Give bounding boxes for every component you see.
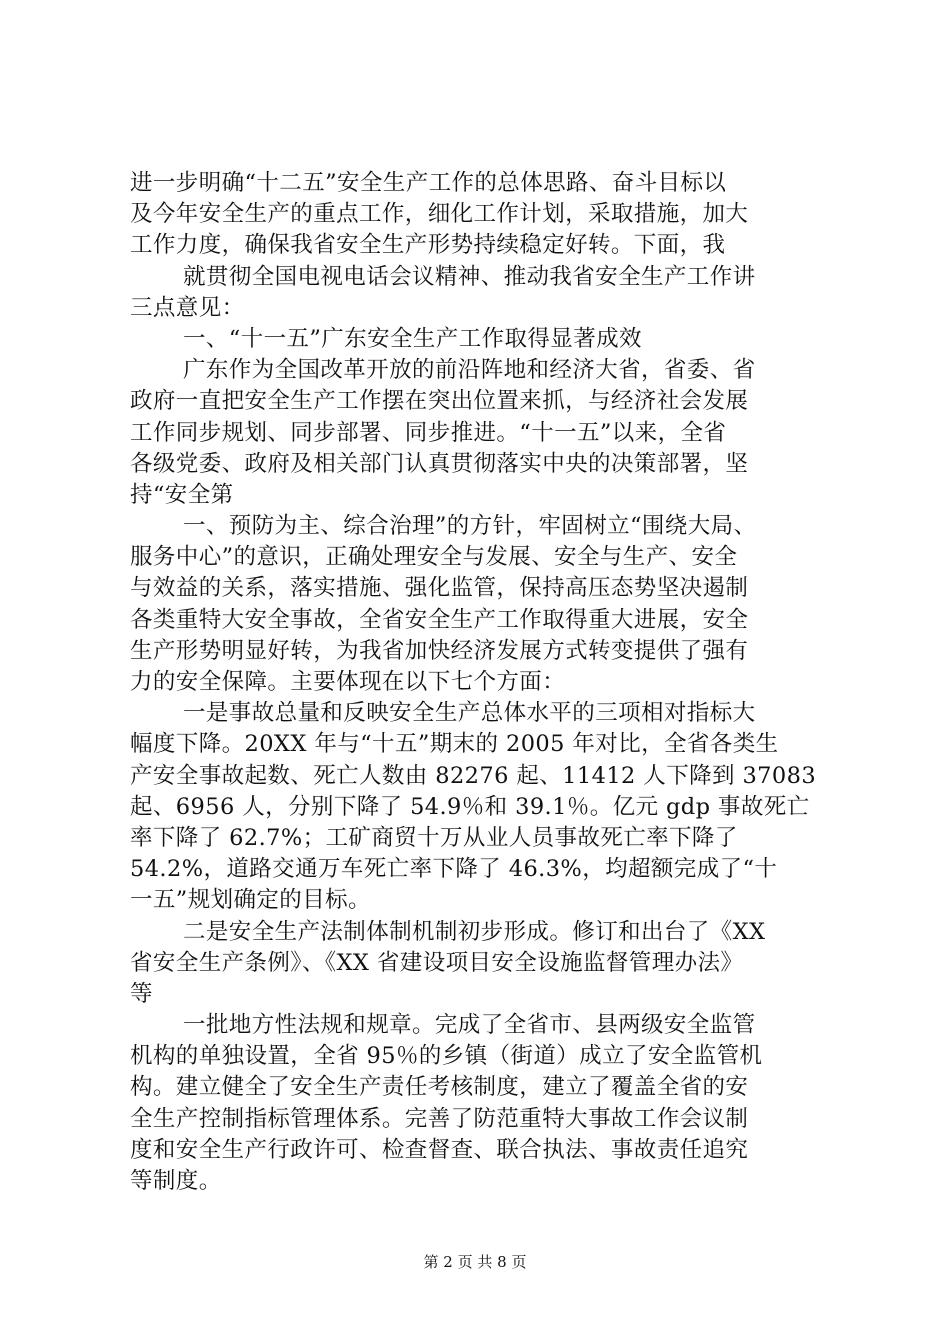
text-line: 各类重特大安全事故，全省安全生产工作取得重大进展，安全 — [130, 606, 749, 633]
text-line: 度和安全生产行政许可、检查督查、联合执法、事故责任追究 — [130, 1136, 749, 1163]
text-line: 三点意见： — [130, 294, 245, 321]
page-footer: 第 2 页 共 8 页 — [423, 1253, 527, 1271]
text-line: 生产形势明显好转，为我省加快经济发展方式转变提供了强有 — [130, 637, 749, 664]
text-line: 等制度。 — [130, 1168, 222, 1194]
text-line: 产安全事故起数、死亡人数由 82276 起、11412 人下降到 37083 — [130, 762, 817, 789]
text-line: 省安全生产条例》、《XX 省建设项目安全设施监督管理办法》 — [130, 949, 744, 976]
text-line: 及今年安全生产的重点工作，细化工作计划，采取措施，加大 — [130, 201, 749, 228]
text-line: 服务中心”的意识，正确处理安全与发展、安全与生产、安全 — [130, 544, 738, 571]
text-line: 进一步明确“十二五”安全生产工作的总体思路、奋斗目标以 — [130, 170, 727, 196]
text-line: 率下降了 62.7%；工矿商贸十万从业人员事故死亡率下降了 — [130, 824, 738, 851]
text-line: 全生产控制指标管理体系。完善了防范重特大事故工作会议制 — [130, 1105, 749, 1132]
text-line: 二是安全生产法制体制机制初步形成。修订和出台了《XX — [183, 918, 766, 945]
text-line: 力的安全保障。主要体现在以下七个方面： — [130, 669, 566, 695]
text-line: 一、“十一五”广东安全生产工作取得显著成效 — [183, 325, 642, 352]
text-line: 各级党委、政府及相关部门认真贯彻落实中央的决策部署，坚 — [130, 450, 749, 477]
text-line: 54.2%，道路交通万车死亡率下降了 46.3%，均超额完成了“十 — [130, 856, 778, 883]
text-line: 等 — [130, 980, 153, 1007]
text-line: 持“安全第 — [130, 481, 234, 508]
text-line: 政府一直把安全生产工作摆在突出位置来抓，与经济社会发展 — [130, 388, 749, 415]
text-line: 起、6956 人，分别下降了 54.9％和 39.1％。亿元 gdp 事故死亡 — [130, 793, 810, 820]
text-line: 一、预防为主、综合治理”的方针，牢固树立“围绕大局、 — [183, 513, 757, 540]
text-line: 就贯彻全国电视电话会议精神、推动我省安全生产工作讲 — [183, 263, 756, 290]
text-line: 机构的单独设置，全省 95％的乡镇（街道）成立了安全监管机 — [130, 1043, 763, 1070]
text-line: 广东作为全国改革开放的前沿阵地和经济大省，省委、省 — [183, 357, 756, 384]
text-line: 一是事故总量和反映安全生产总体水平的三项相对指标大 — [183, 700, 756, 727]
text-line: 构。建立健全了安全生产责任考核制度，建立了覆盖全省的安 — [130, 1074, 749, 1101]
text-line: 与效益的关系，落实措施、强化监管，保持高压态势坚决遏制 — [130, 575, 749, 602]
text-line: 工作同步规划、同步部署、同步推进。“十一五”以来，全省 — [130, 419, 727, 446]
text-line: 幅度下降。20XX 年与“十五”期末的 2005 年对比，全省各类生 — [130, 731, 779, 758]
text-line: 一批地方性法规和规章。完成了全省市、县两级安全监管 — [183, 1012, 756, 1039]
text-line: 一五”规划确定的目标。 — [130, 887, 371, 914]
document-body — [130, 168, 830, 1197]
text-line: 工作力度，确保我省安全生产形势持续稳定好转。下面，我 — [130, 232, 726, 259]
